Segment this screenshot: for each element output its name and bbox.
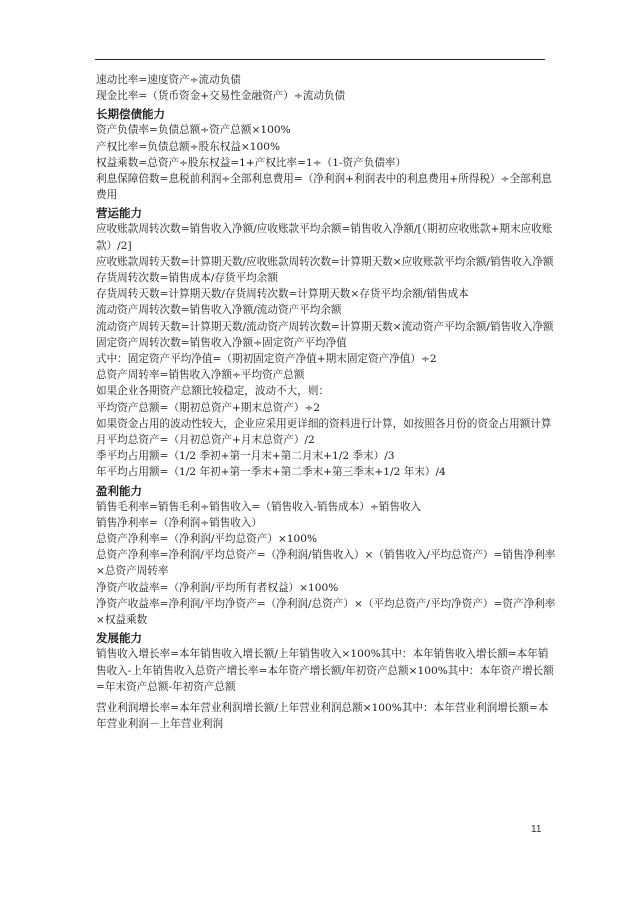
formula-line: 现金比率=（货币资金+交易性金融资产）÷流动负债 [96,90,346,103]
formula-line: 应收账款周转次数=销售收入净额/应收账款平均余额=销售收入净额/[（期初应收账款+期末应收账款）/2] [96,223,553,252]
formula-line: 如果企业各期资产总额比较稳定，波动不大，则： [96,385,330,398]
formula-line: 流动资产周转天数=计算期天数/流动资产周转次数=计算期天数×流动资产平均余额/销售收入净额 [96,320,554,333]
formula-line: 月平均总资产=（月初总资产+月末总资产）/2 [96,434,315,447]
formula-line: 净资产收益率=净利润/平均净资产=（净利润/总资产）×（平均总资产/平均净资产）=资产净利率×权益乘数 [96,597,556,627]
formula-line: 存货周转次数=销售成本/存货平均余额 [96,272,278,285]
formula-line: 年平均占用额=（1/2 年初+第一季末+第二季末+第三季末+1/2 年末）/4 [96,466,446,479]
header-rule [95,59,545,60]
formula-line: 销售净利率=（净利润÷销售收入） [96,516,263,529]
formula-line: 产权比率=负债总额÷股东权益×100% [96,140,281,153]
page-number: 11 [531,824,542,835]
section-heading: 发展能力 [96,631,142,646]
formula-line: 资产负债率=负债总额÷资产总额×100% [96,124,291,137]
formula-line: 权益乘数=总资产÷股东权益=1+产权比率=1÷（1-资产负债率） [96,156,407,169]
formula-line: 流动资产周转次数=销售收入净额/流动资产平均余额 [96,304,342,317]
formula-line: 总资产净利率=（净利润/平均总资产）×100% [96,533,318,546]
formula-line: 速动比率=速度资产÷流动负债 [96,74,241,86]
formula-line: 固定资产周转次数=销售收入净额÷固定资产平均净值 [96,336,347,349]
formula-line: 利息保障倍数=息税前利润÷全部利息费用=（净利润+利润表中的利息费用+所得税）÷全部利息费用 [96,173,552,202]
formula-line: 存货周转天数=计算期天数/存货周转次数=计算期天数×存货平均余额/销售成本 [96,288,469,301]
formula-line: 净资产收益率=（净利润/平均所有者权益）×100% [96,581,339,594]
formula-line: 平均资产总额=（期初总资产+期末总资产）÷2 [96,401,321,414]
formula-line: 季平均占用额=（1/2 季初+第一月末+第二月末+1/2 季末）/3 [96,450,395,463]
formula-line: 营业利润增长率=本年营业利润增长额/上年营业利润总额×100%其中：本年营业利润增长额=本年营业利润－上年营业利润 [96,701,549,731]
section-heading: 长期偿债能力 [96,107,165,122]
section-heading: 营运能力 [96,206,142,221]
formula-line: 式中：固定资产平均净值=（期初固定资产净值+期末固定资产净值）÷2 [96,353,437,366]
document-body [96,72,556,732]
section-heading: 盈利能力 [96,483,142,498]
formula-line: 销售毛利率=销售毛利÷销售收入=（销售收入-销售成本）÷销售收入 [96,500,422,513]
formula-line: 总资产净利率=净利润/平均总资产=（净利润/销售收入）×（销售收入/平均总资产）=销售净利率×总资产周转率 [96,549,556,578]
formula-line: 如果资金占用的波动性较大，企业应采用更详细的资料进行计算，如按照各月份的资金占用额计算 [96,417,552,430]
formula-line: 销售收入增长率=本年销售收入增长额/上年销售收入×100%其中：本年销售收入增长额=本年销售收入-上年销售收入总资产增长率=本年资产增长额/年初资产总额×100%其中：本年资产增长额=年末资产总额-年初资产总额 [96,648,554,693]
formula-line: 总资产周转率=销售收入净额÷平均资产总额 [96,369,305,382]
formula-line: 应收账款周转天数=计算期天数/应收账款周转次数=计算期天数×应收账款平均余额/销售收入净额 [96,255,554,268]
